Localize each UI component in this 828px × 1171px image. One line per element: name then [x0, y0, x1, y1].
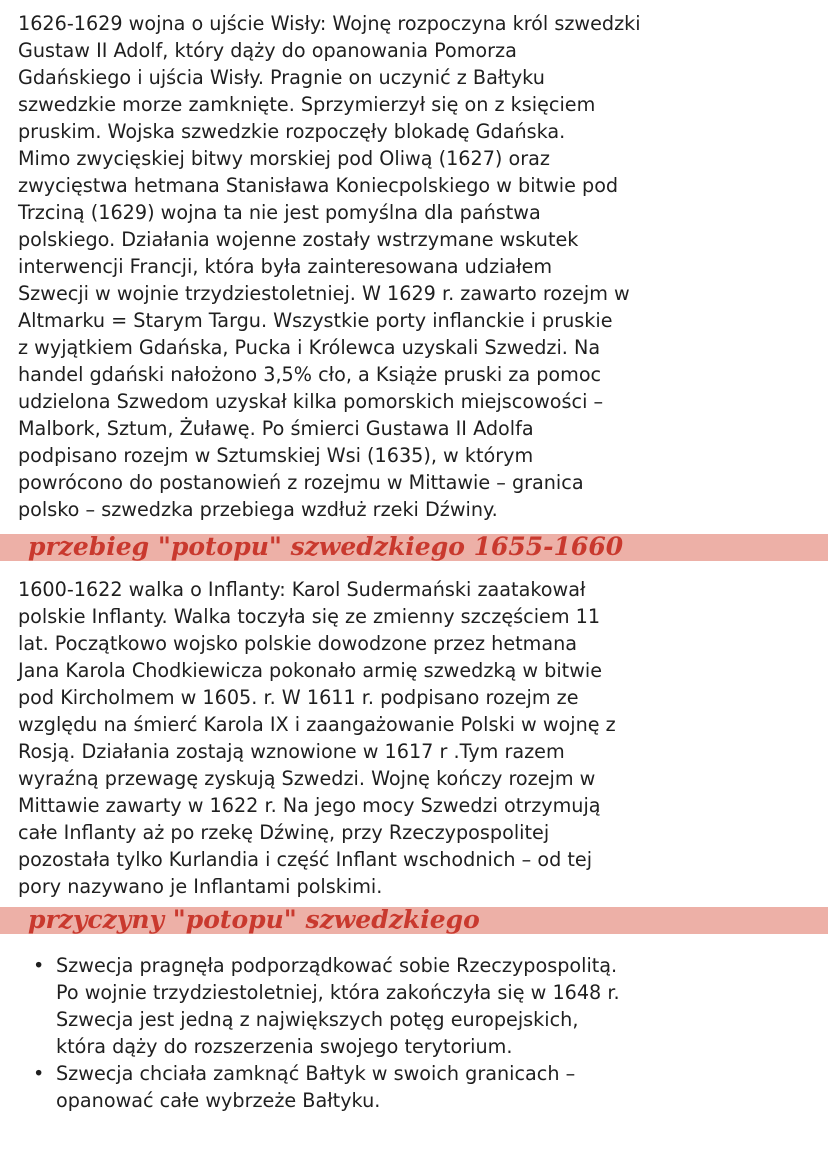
- text-line: Rosją. Działania zostają wznowione w 1617 r .Tym razem: [18, 740, 565, 763]
- text-line: powrócono do postanowień z rozejmu w Mittawie – granica: [18, 471, 584, 494]
- text-line: zwycięstwa hetmana Stanisława Koniecpolskiego w bitwie pod: [18, 174, 619, 197]
- paragraph-wojna-o-ujscie-wisly: [18, 10, 818, 523]
- list-item: [0, 952, 828, 1060]
- text-line: Szwecji w wojnie trzydziestoletniej. W 1629 r. zawarto rozejm w: [18, 282, 630, 305]
- text-line: podpisano rozejm w Sztumskiej Wsi (1635), w którym: [18, 444, 534, 467]
- text-line: handel gdański nałożono 3,5% cło, a Książe pruski za pomoc: [18, 363, 602, 386]
- text-line: pozostała tylko Kurlandia i część Inflant wschodnich – od tej: [18, 848, 593, 871]
- text-line: pruskim. Wojska szwedzkie rozpoczęły blokadę Gdańska.: [18, 120, 566, 143]
- text-line: Gustaw II Adolf, który dąży do opanowania Pomorza: [18, 39, 517, 62]
- text-line: wyraźną przewagę zyskują Szwedzi. Wojnę kończy rozejm w: [18, 767, 596, 790]
- text-line: Mimo zwycięskiej bitwy morskiej pod Oliwą (1627) oraz: [18, 147, 550, 170]
- paragraph-walka-o-inflanty: [18, 576, 818, 900]
- text-line: Jana Karola Chodkiewicza pokonało armię szwedzką w bitwie: [18, 659, 603, 682]
- text-line: względu na śmierć Karola IX i zaangażowanie Polski w wojnę z: [18, 713, 616, 736]
- text-line: Mittawie zawarty w 1622 r. Na jego mocy Szwedzi otrzymują: [18, 794, 601, 817]
- banner-title: przebieg "potopu" szwedzkiego 1655-1660: [28, 532, 624, 561]
- text-line: Altmarku = Starym Targu. Wszystkie porty inflanckie i pruskie: [18, 309, 613, 332]
- list-item: [0, 1060, 828, 1114]
- text-line: 1626-1629 wojna o ujście Wisły: Wojnę rozpoczyna król szwedzki: [18, 12, 641, 35]
- text-line: Gdańskiego i ujścia Wisły. Pragnie on uczynić z Bałtyku: [18, 66, 545, 89]
- text-line: Szwecja chciała zamknąć Bałtyk w swoich granicach –: [56, 1062, 576, 1085]
- text-line: interwencji Francji, która była zainteresowana udziałem: [18, 255, 553, 278]
- text-line: Po wojnie trzydziestoletniej, która zakończyła się w 1648 r.: [56, 981, 620, 1004]
- text-line: 1600-1622 walka o Inflanty: Karol Sudermański zaatakował: [18, 578, 586, 601]
- text-line: z wyjątkiem Gdańska, Pucka i Królewca uzyskali Szwedzi. Na: [18, 336, 601, 359]
- text-line: polsko – szwedzka przebiega wzdłuż rzeki Dźwiny.: [18, 498, 498, 521]
- section-banner-przebieg-potopu: [0, 534, 828, 561]
- text-line: szwedzkie morze zamknięte. Sprzymierzył się on z księciem: [18, 93, 596, 116]
- text-line: Szwecja pragnęła podporządkować sobie Rzeczypospolitą.: [56, 954, 618, 977]
- text-line: udzielona Szwedom uzyskał kilka pomorskich miejscowości –: [18, 390, 604, 413]
- text-line: polskie Inflanty. Walka toczyła się ze zmienny szczęściem 11: [18, 605, 601, 628]
- text-line: Trzciną (1629) wojna ta nie jest pomyślna dla państwa: [18, 201, 541, 224]
- text-line: Malbork, Sztum, Żuławę. Po śmierci Gustawa II Adolfa: [18, 417, 534, 440]
- text-line: która dąży do rozszerzenia swojego terytorium.: [56, 1035, 513, 1058]
- text-line: lat. Początkowo wojsko polskie dowodzone przez hetmana: [18, 632, 578, 655]
- section-banner-przyczyny-potopu: [0, 907, 828, 934]
- banner-title: przyczyny "potopu" szwedzkiego: [28, 905, 480, 934]
- text-line: pory nazywano je Inflantami polskimi.: [18, 875, 383, 898]
- text-line: Szwecja jest jedną z największych potęg europejskich,: [56, 1008, 579, 1031]
- causes-bullet-list: [0, 952, 828, 1114]
- text-line: polskiego. Działania wojenne zostały wstrzymane wskutek: [18, 228, 579, 251]
- bullet-icon: •: [33, 1062, 45, 1085]
- text-line: opanować całe wybrzeże Bałtyku.: [56, 1089, 381, 1112]
- bullet-icon: •: [33, 954, 45, 977]
- text-line: pod Kircholmem w 1605. r. W 1611 r. podpisano rozejm ze: [18, 686, 579, 709]
- text-line: całe Inflanty aż po rzekę Dźwinę, przy Rzeczypospolitej: [18, 821, 550, 844]
